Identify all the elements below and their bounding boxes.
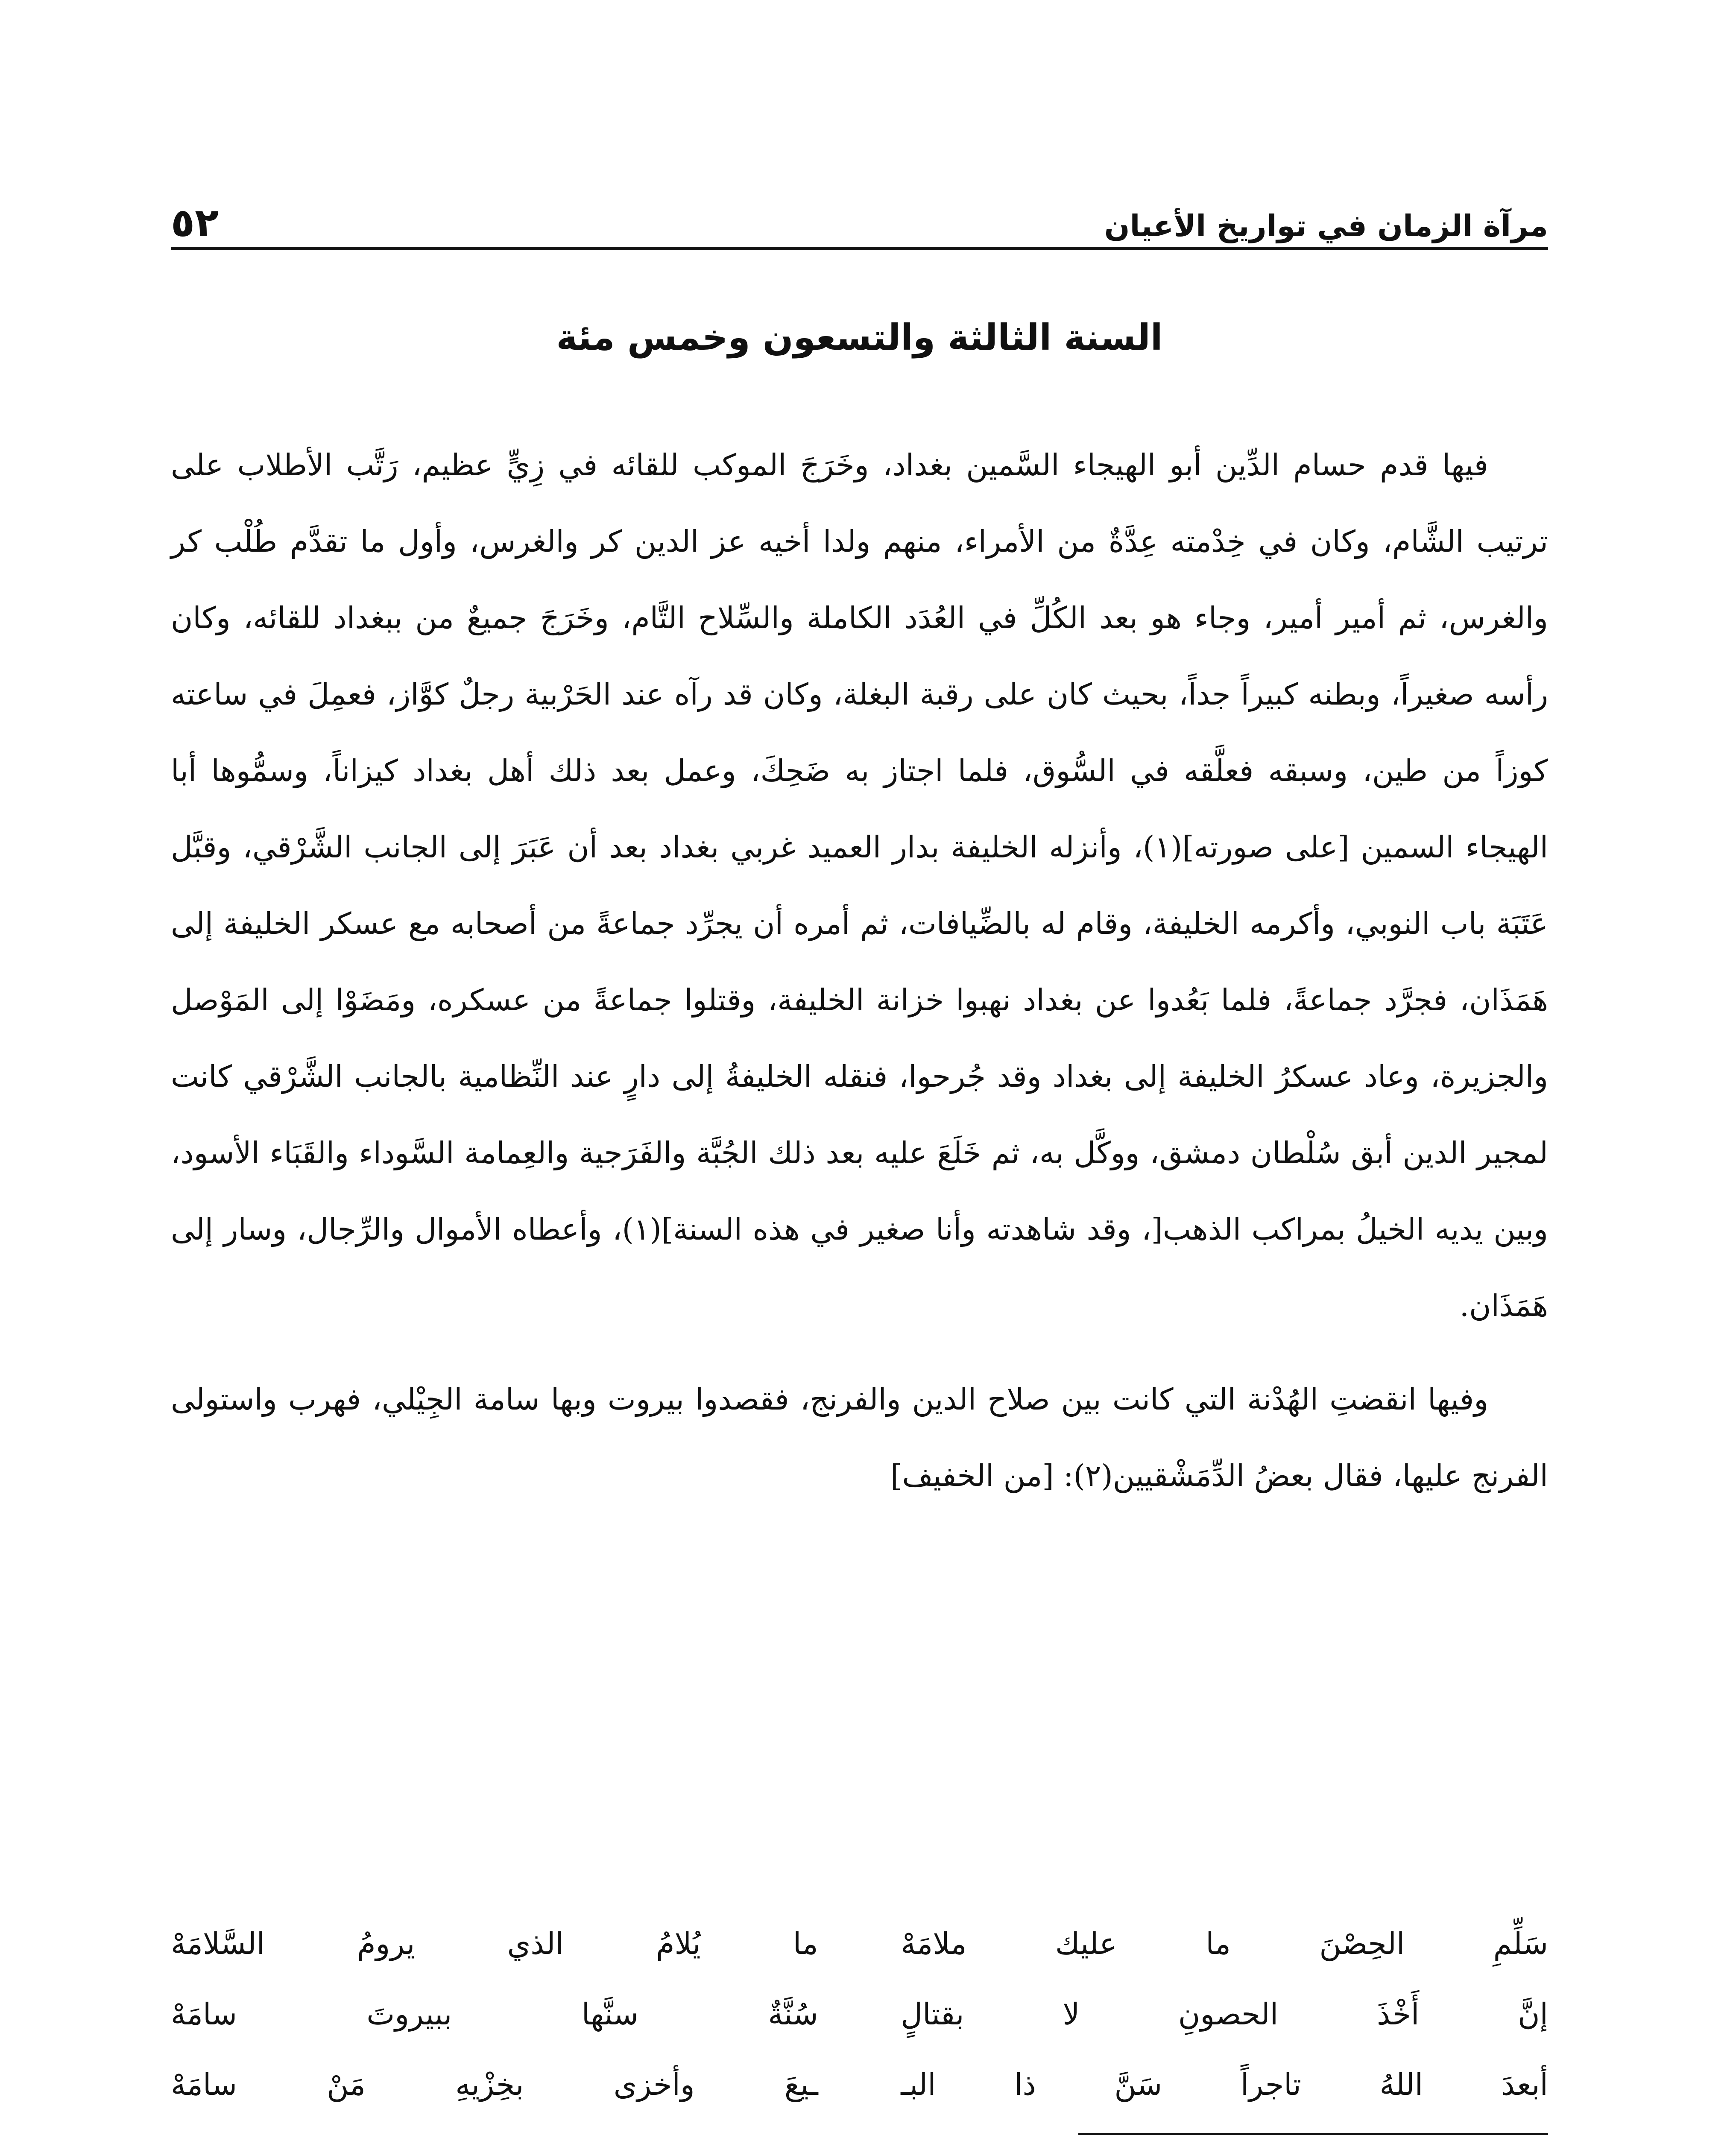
verse-1-second-hemistich: ما يُلامُ الذي يرومُ السَّلامَهْ xyxy=(171,1926,818,1961)
footnote-rule xyxy=(1078,2133,1548,2135)
main-text xyxy=(171,427,1548,1514)
poem xyxy=(171,1909,1548,2120)
page-number: ٥٢ xyxy=(171,200,219,246)
verse-1 xyxy=(171,1909,1548,1979)
chapter-heading: السنة الثالثة والتسعون وخمس مئة xyxy=(556,316,1163,358)
verse-3 xyxy=(171,2050,1548,2120)
running-header xyxy=(171,184,1548,248)
verse-2-second-hemistich: سُنَّةٌ سنَّها ببيروتَ سامَهْ xyxy=(171,1997,818,2032)
header-rule xyxy=(171,247,1548,250)
verse-3-second-hemistich: ـيعَ وأخزى بخِزْيهِ مَنْ سامَهْ xyxy=(171,2067,818,2102)
paragraph-1: فيها قدم حسام الدِّين أبو الهيجاء السَّمين بغداد، وخَرَجَ الموكب للقائه في زِيٍّ عظيم، رَتَّب الأطلاب على ترتيب الشَّام، وكان في خِدْمته عِدَّةٌ من الأمراء، منهم ولدا أخيه عز الدين كر والغرس، وأول ما تقدَّم طُلْب كر والغرس، ثم أمير أمير، وجاء هو بعد الكُلِّ في العُدَد الكاملة والسِّلاح التَّام، وخَرَجَ جميعٌ من ببغداد للقائه، وكان رأسه صغيراً، وبطنه كبيراً جداً، بحيث كان على رقبة البغلة، وكان قد رآه عند الحَرْبية رجلٌ كوَّاز، فعمِلَ في ساعته كوزاً من طين، وسبقه فعلَّقه في السُّوق، فلما اجتاز به ضَحِكَ، وعمل بعد ذلك أهل بغداد كيزاناً، وسمُّوها أبا الهيجاء السمين [على صورته](١)، وأنزله الخليفة بدار العميد غربي بغداد بعد أن عَبَرَ إلى الجانب الشَّرْقي، وقبَّل عَتَبَة باب النوبي، وأكرمه الخليفة، وقام له بالضِّيافات، ثم أمره أن يجرِّد جماعةً من أصحابه مع عسكر الخليفة إلى هَمَذَان، فجرَّد جماعةً، فلما بَعُدوا عن بغداد نهبوا خزانة الخليفة، وقتلوا جماعةً من عسكره، ومَضَوْا إلى المَوْصل والجزيرة، وعاد عسكرُ الخليفة إلى بغداد وقد جُرحوا، فنقله الخليفةُ إلى دارٍ عند النِّظامية بالجانب الشَّرْقي كانت لمجير الدين أبق سُلْطان دمشق، ووكَّل به، ثم خَلَعَ عليه بعد ذلك الجُبَّة والفَرَجية والعِمامة السَّوداء والقَبَاء الأسود، وبين يديه الخيلُ بمراكب الذهب[، وقد شاهدته وأنا صغير في هذه السنة](١)، وأعطاه الأموال والرِّجال، وسار إلى هَمَذَان. xyxy=(171,447,1549,1323)
verse-2-first-hemistich: إنَّ أَخْذَ الحصونِ لا بقتالٍ xyxy=(901,1997,1548,2032)
paragraph-2: وفيها انقضتِ الهُدْنة التي كانت بين صلاح الدين والفرنج، فقصدوا بيروت وبها سامة الجِيْلي، فهرب واستولى الفرنج عليها، فقال بعضُ الدِّمَشْقيين(٢): [من الخفيف] xyxy=(171,1382,1548,1493)
running-title: مرآة الزمان في تواريخ الأعيان xyxy=(1104,208,1548,243)
verse-3-first-hemistich: أبعدَ اللهُ تاجراً سَنَّ ذا البـ xyxy=(901,2067,1548,2102)
verse-2 xyxy=(171,1979,1548,2050)
verse-1-first-hemistich: سَلِّمِ الحِصْنَ ما عليك ملامَهْ xyxy=(901,1926,1548,1961)
